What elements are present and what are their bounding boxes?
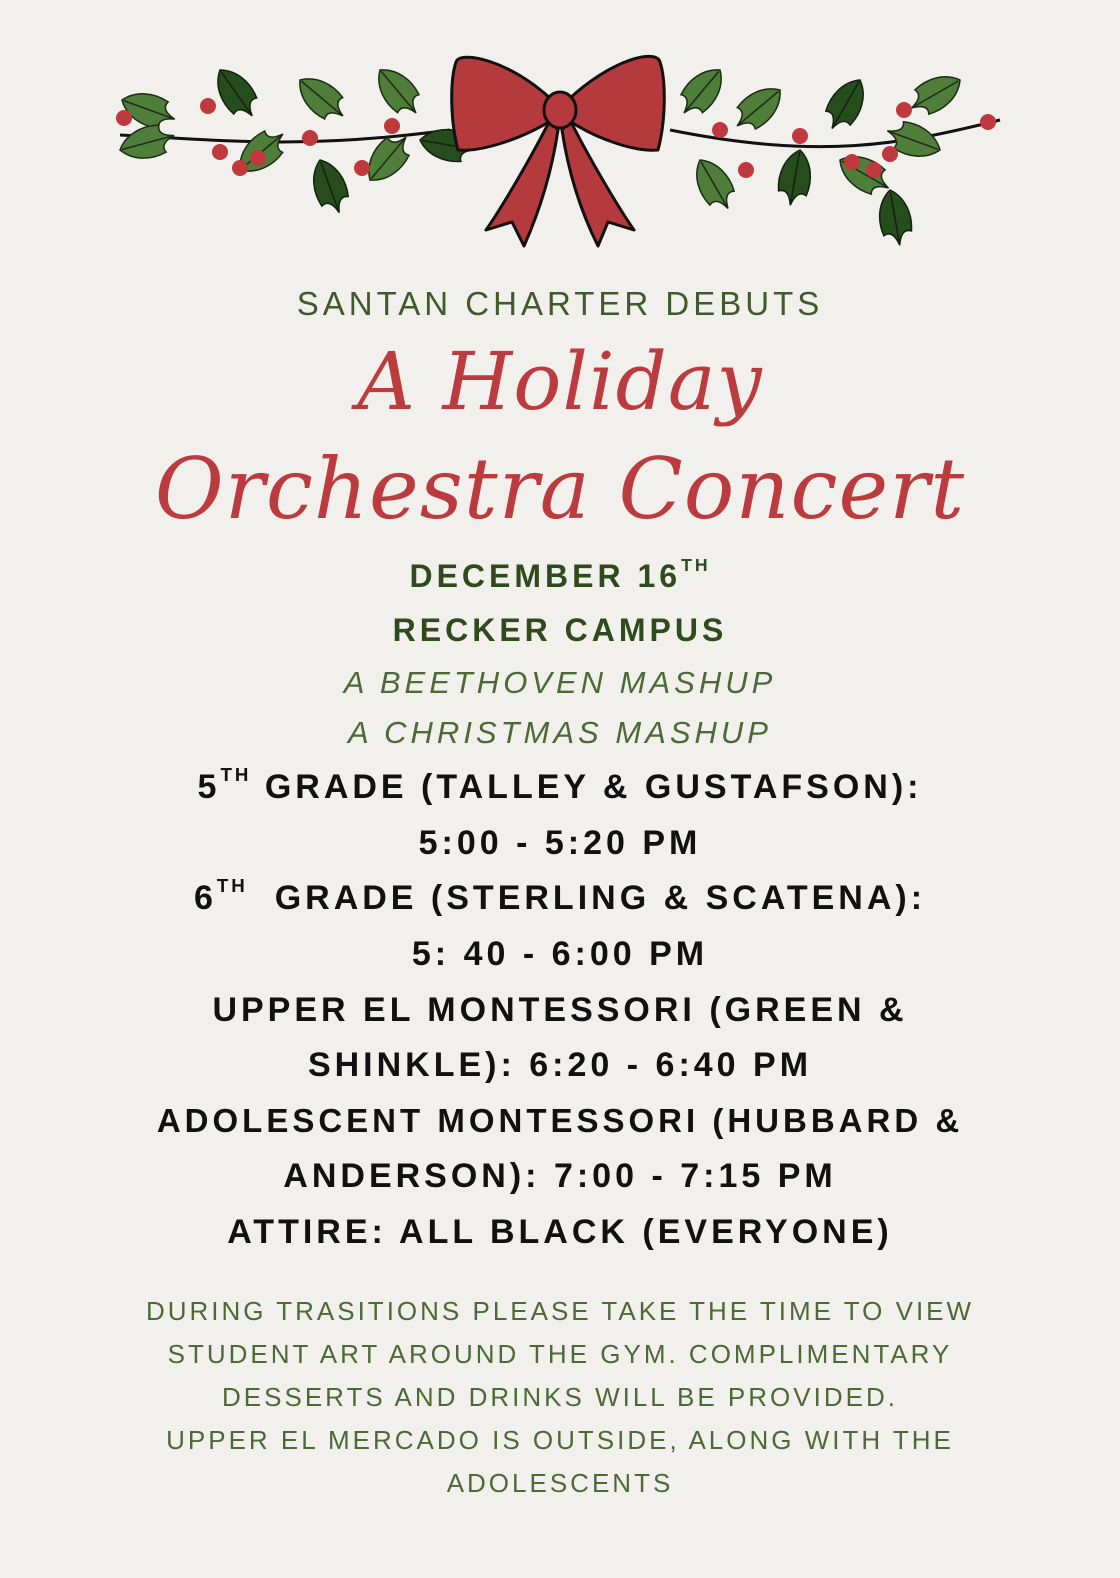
event-location: RECKER CAMPUS: [392, 612, 728, 648]
attire-text: ATTIRE: ALL BLACK (EVERYONE): [227, 1213, 893, 1251]
holly-garland-icon: [100, 40, 1020, 280]
piece-2: A CHRISTMAS MASHUP: [348, 715, 772, 750]
title-line-1: A Holiday: [357, 335, 763, 428]
note-line-4: UPPER EL MERCADO IS OUTSIDE, ALONG WITH THE: [166, 1425, 954, 1455]
schedule-row-5: UPPER EL MONTESSORI (GREEN &: [212, 991, 908, 1029]
note-line-3: DESSERTS AND DRINKS WILL BE PROVIDED.: [222, 1382, 898, 1412]
schedule-row-6: SHINKLE): 6:20 - 6:40 PM: [307, 1046, 813, 1084]
schedule-row-3: 6TH GRADE (STERLING & SCATENA):: [193, 875, 927, 917]
note-line-2: STUDENT ART AROUND THE GYM. COMPLIMENTARY: [167, 1339, 953, 1369]
piece-1: A BEETHOVEN MASHUP: [343, 665, 777, 700]
note-line-1: DURING TRASITIONS PLEASE TAKE THE TIME TO VIEW: [145, 1296, 975, 1326]
red-bow-icon: [452, 56, 665, 246]
schedule-row-4: 5: 40 - 6:00 PM: [411, 935, 709, 973]
eyebrow-text: SANTAN CHARTER DEBUTS: [296, 285, 824, 322]
title-line-2: Orchestra Concert: [154, 440, 966, 538]
schedule-row-2: 5:00 - 5:20 PM: [418, 824, 702, 862]
note-line-5: ADOLESCENTS: [446, 1468, 674, 1498]
schedule-row-7: ADOLESCENT MONTESSORI (HUBBARD &: [156, 1102, 964, 1139]
schedule-row-8: ANDERSON): 7:00 - 7:15 PM: [283, 1157, 837, 1195]
schedule-row-1: 5TH GRADE (TALLEY & GUSTAFSON):: [197, 764, 923, 806]
event-date: DECEMBER 16TH: [409, 554, 711, 594]
